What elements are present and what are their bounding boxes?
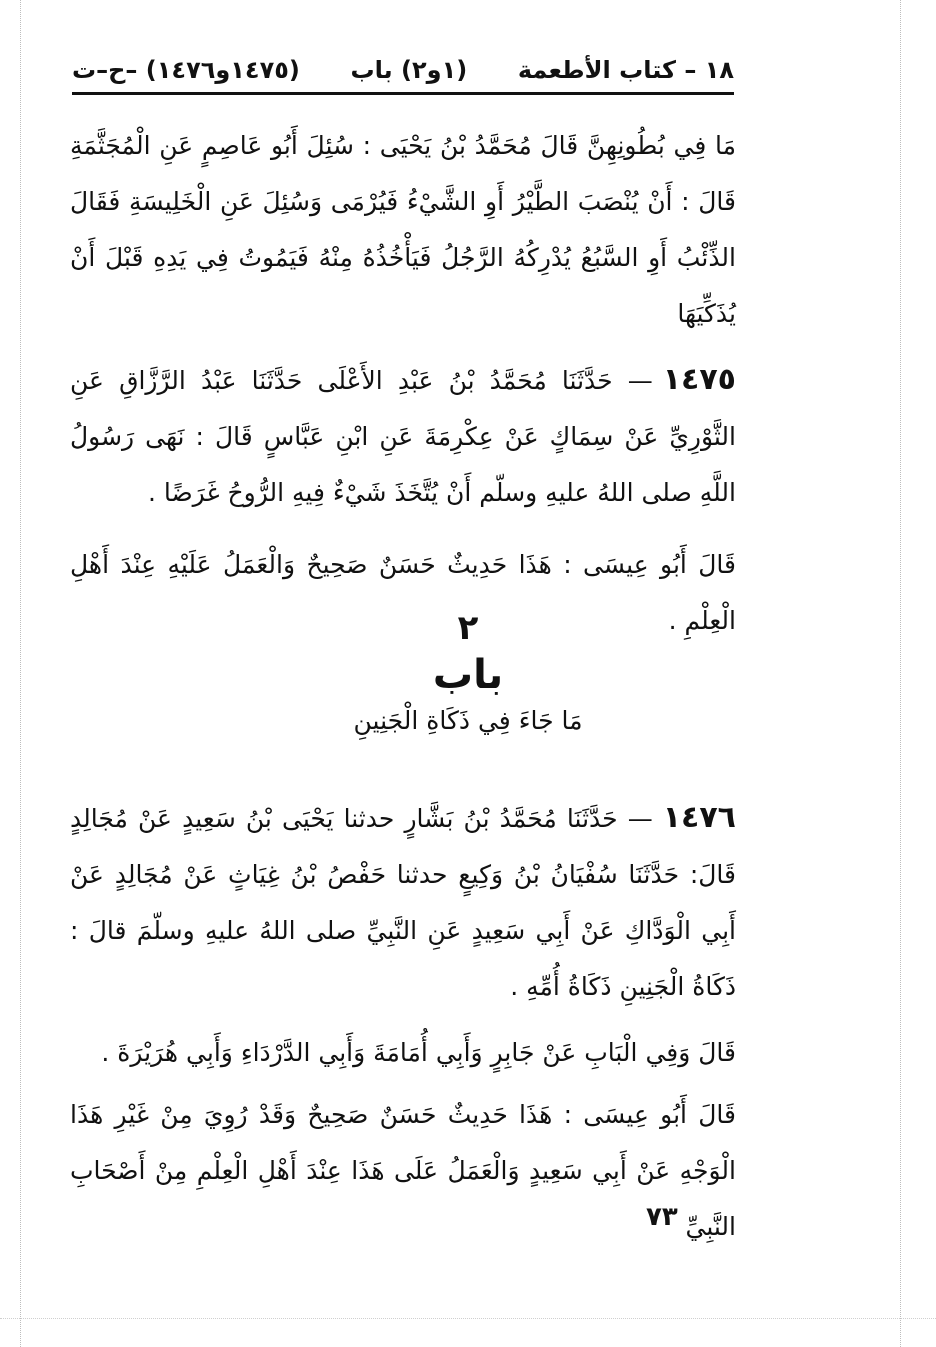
chapter-title: مَا جَاءَ فِي ذَكَاةِ الْجَنِينِ bbox=[353, 706, 583, 735]
commentary-paragraph: قَالَ أَبُو عِيسَى : هَذَا حَدِيثٌ حَسَنٌ صَحِيحٌ وَالْعَمَلُ عَلَيْهِ عِنْدَ أَهْلِ الْعِلْمِ . bbox=[70, 550, 736, 635]
chapter-heading: باب bbox=[432, 652, 504, 698]
hadith-1476 bbox=[70, 790, 736, 1015]
related-narrations: قَالَ وَفِي الْبَابِ عَنْ جَابِرٍ وَأَبِي أُمَامَةَ وَأَبِي الدَّرْدَاءِ وَأَبِي هُرَيْرَةَ . bbox=[101, 1038, 736, 1067]
header-rule bbox=[72, 92, 734, 95]
header-chapter: (١و٢) باب bbox=[350, 56, 468, 84]
text-block-bottom bbox=[70, 790, 736, 1255]
commentary-paragraph: قَالَ أَبُو عِيسَى : هَذَا حَدِيثٌ حَسَنٌ صَحِيحٌ وَقَدْ رُوِيَ مِنْ غَيْرِ هَذَا الْوَجْهِ عَنْ أَبِي سَعِيدٍ وَالْعَمَلُ عَلَى هَذَا عِنْدَ أَهْلِ الْعِلْمِ مِنْ أَصْحَابِ النَّبِيِّ bbox=[70, 1100, 736, 1241]
text-block-top bbox=[70, 118, 736, 649]
chapter-number: ٢ bbox=[457, 608, 479, 648]
hadith-1475 bbox=[70, 352, 736, 521]
header-book-title: ١٨ – كتاب الأطعمة bbox=[517, 56, 734, 84]
page-number: ٧٣ bbox=[646, 1202, 678, 1232]
hadith-number: ١٤٧٥ bbox=[662, 362, 736, 397]
scan-guide-line bbox=[0, 1318, 936, 1319]
paragraph-continuation: مَا فِي بُطُونِهِنَّ قَالَ مُحَمَّدُ بْنُ يَحْيَى : سُئِلَ أَبُو عَاصِمٍ عَنِ الْمُجَثَّمَةِ قَالَ : أَنْ يُنْصَبَ الطَّيْرُ أَوِ الشَّيْءُ فَيُرْمَى وَسُئِلَ عَنِ الْخَلِيسَةِ فَقَالَ الذِّئْبُ أَوِ السَّبُعُ يُدْرِكُهُ الرَّجُلُ فَيَأْخُذُهُ مِنْهُ فَيَمُوتُ فِي يَدِهِ قَبْلَ أَنْ يُذَكِّيَهَا bbox=[70, 131, 736, 328]
hadith-number: ١٤٧٦ bbox=[662, 800, 736, 835]
header-hadith-range: (١٤٧٥و١٤٧٦) –ح–ت bbox=[72, 56, 300, 84]
running-header bbox=[72, 48, 734, 92]
hadith-text: — حَدَّثَنَا مُحَمَّدُ بْنُ عَبْدِ الأَعْلَى حَدَّثَنَا عَبْدُ الرَّزَّاقِ عَنِ الثَّوْرِيِّ عَنْ سِمَاكٍ عَنْ عِكْرِمَةَ عَنِ ابْنِ عَبَّاسٍ قَالَ : نَهَى رَسُولُ اللَّهِ صلى اللهُ عليهِ وسلّم أَنْ يُتَّخَذَ شَيْءٌ فِيهِ الرُّوحُ غَرَضًا . bbox=[70, 366, 736, 507]
hadith-text: — حَدَّثَنَا مُحَمَّدُ بْنُ بَشَّارٍ حدثنا يَحْيَى بْنُ سَعِيدٍ عَنْ مُجَالِدٍ قَالَ: حَدَّثَنَا سُفْيَانُ بْنُ وَكِيعٍ حدثنا حَفْصُ بْنُ غِيَاثٍ عَنْ مُجَالِدٍ عَنْ أَبِي الْوَدَّاكِ عَنْ أَبِي سَعِيدٍ عَنِ النَّبِيِّ صلى اللهُ عليهِ وسلّمَ قالَ : ذَكَاةُ الْجَنِينِ ذَكَاةُ أُمِّهِ . bbox=[70, 804, 736, 1001]
